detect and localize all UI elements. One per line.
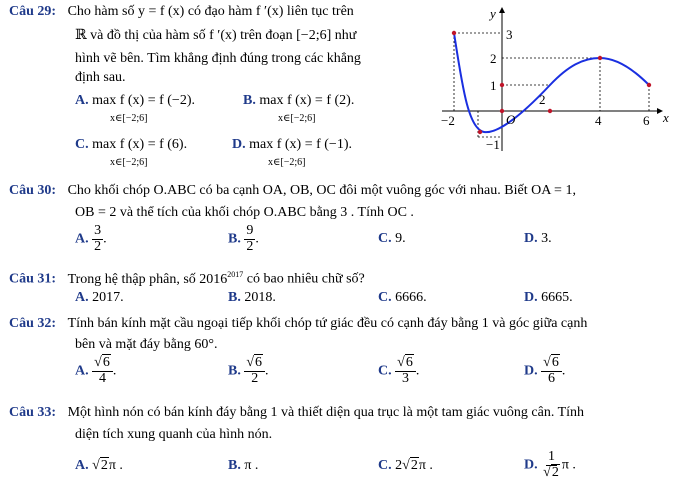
tick-label-neg1: −1 bbox=[486, 137, 500, 152]
option-label: D. bbox=[524, 231, 538, 246]
q29-option-a-sub: x∈[−2;6] bbox=[110, 113, 148, 124]
q31-option-b[interactable] bbox=[228, 290, 276, 306]
option-tail: π . bbox=[561, 457, 576, 473]
x-axis-label: x bbox=[663, 110, 669, 125]
radicand: 6 bbox=[551, 355, 559, 370]
option-value: 2√2π . bbox=[395, 458, 433, 473]
option-label: D. bbox=[524, 363, 538, 379]
option-tail: . bbox=[415, 363, 420, 379]
option-label: A. bbox=[75, 93, 89, 108]
q30-option-b[interactable] bbox=[228, 224, 259, 254]
q33-line1 bbox=[9, 405, 584, 421]
q29-option-b-sub: x∈[−2;6] bbox=[278, 113, 316, 124]
radicand: 6 bbox=[405, 355, 413, 370]
denominator: 2 bbox=[94, 238, 102, 254]
tick-label-1: 1 bbox=[490, 78, 497, 93]
q29-option-b[interactable] bbox=[243, 93, 354, 109]
q31-line1 bbox=[9, 270, 365, 288]
q30-line1 bbox=[9, 183, 576, 199]
q31-text1: Trong hệ thập phân, số 2016 bbox=[67, 271, 228, 287]
option-label: A. bbox=[75, 290, 89, 305]
radicand: 6 bbox=[255, 355, 263, 370]
option-label: A. bbox=[75, 231, 89, 247]
option-text: max f (x) = f (−1). bbox=[249, 137, 352, 152]
option-label: C. bbox=[75, 137, 89, 152]
option-tail: . bbox=[112, 363, 117, 379]
q33-option-d[interactable] bbox=[524, 450, 576, 480]
q31-option-d[interactable] bbox=[524, 290, 573, 306]
option-text: 2018. bbox=[244, 290, 276, 305]
denominator: 2 bbox=[246, 238, 254, 254]
q30-option-a[interactable] bbox=[75, 224, 107, 254]
q29-option-a[interactable] bbox=[75, 93, 195, 109]
q29-option-c[interactable] bbox=[75, 137, 187, 153]
numerator: 3 bbox=[94, 223, 102, 238]
q29-option-d[interactable] bbox=[232, 137, 352, 153]
q29-line4: định sau. bbox=[75, 70, 126, 85]
q33-label: Câu 33: bbox=[9, 405, 57, 420]
option-label: A. bbox=[75, 363, 89, 379]
q32-option-b[interactable] bbox=[228, 356, 269, 386]
q29-option-c-sub: x∈[−2;6] bbox=[110, 157, 148, 168]
q32-label: Câu 32: bbox=[9, 316, 57, 331]
option-text: max f (x) = f (6). bbox=[92, 137, 188, 152]
numerator: 1 bbox=[547, 449, 555, 464]
q32-line2: bên và mặt đáy bằng 60°. bbox=[75, 337, 218, 352]
option-label: C. bbox=[378, 363, 392, 379]
q33-line2: diện tích xung quanh của hình nón. bbox=[75, 427, 273, 442]
option-text: π . bbox=[244, 458, 259, 473]
radicand: 6 bbox=[102, 355, 110, 370]
option-tail: π . bbox=[418, 458, 433, 473]
numerator: 9 bbox=[246, 223, 254, 238]
option-tail: . bbox=[561, 363, 566, 379]
radicand: 2 bbox=[410, 458, 418, 473]
option-value: √2π . bbox=[92, 458, 123, 473]
q30-label: Câu 30: bbox=[9, 183, 57, 198]
fraction bbox=[244, 356, 265, 386]
tick-label-6: 6 bbox=[643, 113, 650, 128]
option-label: D. bbox=[524, 290, 538, 305]
q31-text1b: có bao nhiêu chữ số? bbox=[243, 271, 365, 287]
derivative-curve bbox=[454, 33, 649, 132]
radicand: 2 bbox=[100, 458, 108, 473]
numerator: √6 bbox=[395, 356, 416, 372]
denominator: √2 bbox=[543, 464, 559, 480]
option-text: max f (x) = f (−2). bbox=[92, 93, 195, 108]
option-text: 6665. bbox=[541, 290, 573, 305]
q30-option-d[interactable] bbox=[524, 231, 552, 247]
option-tail: . bbox=[265, 363, 269, 379]
option-label: D. bbox=[232, 137, 246, 152]
q31-label: Câu 31: bbox=[9, 271, 57, 287]
option-label: B. bbox=[228, 363, 241, 379]
derivative-graph bbox=[438, 4, 674, 154]
fraction bbox=[395, 356, 416, 386]
q31-option-a[interactable] bbox=[75, 290, 124, 306]
option-text: 3. bbox=[541, 231, 552, 246]
q33-option-a[interactable] bbox=[75, 458, 123, 474]
q32-option-c[interactable] bbox=[378, 356, 419, 386]
fraction bbox=[541, 356, 562, 386]
option-tail: π . bbox=[108, 458, 123, 473]
numerator: √6 bbox=[244, 356, 265, 372]
option-tail: . bbox=[255, 231, 259, 247]
fraction bbox=[92, 224, 103, 254]
option-label: B. bbox=[228, 290, 241, 305]
q31-option-c[interactable] bbox=[378, 290, 427, 306]
origin-label: O bbox=[506, 112, 516, 127]
tick-label-neg2: −2 bbox=[441, 113, 455, 128]
option-tail: . bbox=[103, 231, 107, 247]
option-text: 2017. bbox=[92, 290, 124, 305]
q29-line3: hình vẽ bên. Tìm khẳng định đúng trong các khẳng bbox=[75, 51, 361, 66]
q32-option-d[interactable] bbox=[524, 356, 565, 386]
fraction bbox=[92, 356, 113, 386]
option-label: A. bbox=[75, 458, 89, 473]
q33-option-c[interactable] bbox=[378, 458, 433, 474]
option-label: D. bbox=[524, 457, 538, 473]
radicand: 2 bbox=[551, 464, 559, 480]
fraction bbox=[244, 224, 255, 254]
numerator: √6 bbox=[541, 356, 562, 372]
numerator: √6 bbox=[92, 356, 113, 372]
q33-text1: Một hình nón có bán kính đáy bằng 1 và thiết diện qua trục là một tam giác vuông cân. Tính bbox=[67, 405, 585, 420]
q30-text1: Cho khối chóp O.ABC có ba cạnh OA, OB, OC đôi một vuông góc với nhau. Biết OA = 1, bbox=[67, 183, 576, 198]
tick-label-2-x: 2 bbox=[539, 92, 546, 107]
option-text: 9. bbox=[395, 231, 406, 246]
q30-option-c[interactable] bbox=[378, 231, 406, 247]
q32-option-a[interactable] bbox=[75, 356, 116, 386]
guide-lines bbox=[454, 33, 649, 137]
option-label: B. bbox=[228, 231, 241, 247]
option-label: B. bbox=[243, 93, 256, 108]
q29-option-d-sub: x∈[−2;6] bbox=[268, 157, 306, 168]
q29-line1 bbox=[9, 4, 354, 20]
denominator: 4 bbox=[98, 370, 106, 386]
denominator: 3 bbox=[401, 370, 409, 386]
q29-line2: ℝ và đồ thị của hàm số f ′(x) trên đoạn [−2;6] như bbox=[75, 28, 357, 43]
y-axis-label: y bbox=[490, 6, 496, 21]
q33-option-b[interactable] bbox=[228, 458, 258, 474]
q32-line1 bbox=[9, 316, 587, 332]
denominator: 6 bbox=[547, 370, 555, 386]
option-label: C. bbox=[378, 458, 392, 473]
option-label: B. bbox=[228, 458, 241, 473]
q29-label: Câu 29: bbox=[9, 4, 57, 19]
q32-text1: Tính bán kính mặt cầu ngoại tiếp khối chóp tứ giác đều có cạnh đáy bằng 1 và góc giữa cạnh bbox=[67, 316, 588, 331]
option-label: C. bbox=[378, 231, 392, 246]
option-label: C. bbox=[378, 290, 392, 305]
option-text: max f (x) = f (2). bbox=[259, 93, 355, 108]
denominator: 2 bbox=[251, 370, 259, 386]
tick-label-4: 4 bbox=[595, 113, 602, 128]
q29-text1: Cho hàm số y = f (x) có đạo hàm f ′(x) liên tục trên bbox=[67, 4, 354, 19]
option-text: 6666. bbox=[395, 290, 427, 305]
coefficient: 2 bbox=[395, 458, 403, 473]
fraction bbox=[541, 450, 562, 480]
q31-exponent: 2017 bbox=[227, 270, 244, 279]
tick-label-2: 2 bbox=[490, 51, 497, 66]
tick-label-3: 3 bbox=[506, 27, 513, 42]
q30-line2: OB = 2 và thể tích của khối chóp O.ABC bằng 3 . Tính OC . bbox=[75, 205, 414, 220]
